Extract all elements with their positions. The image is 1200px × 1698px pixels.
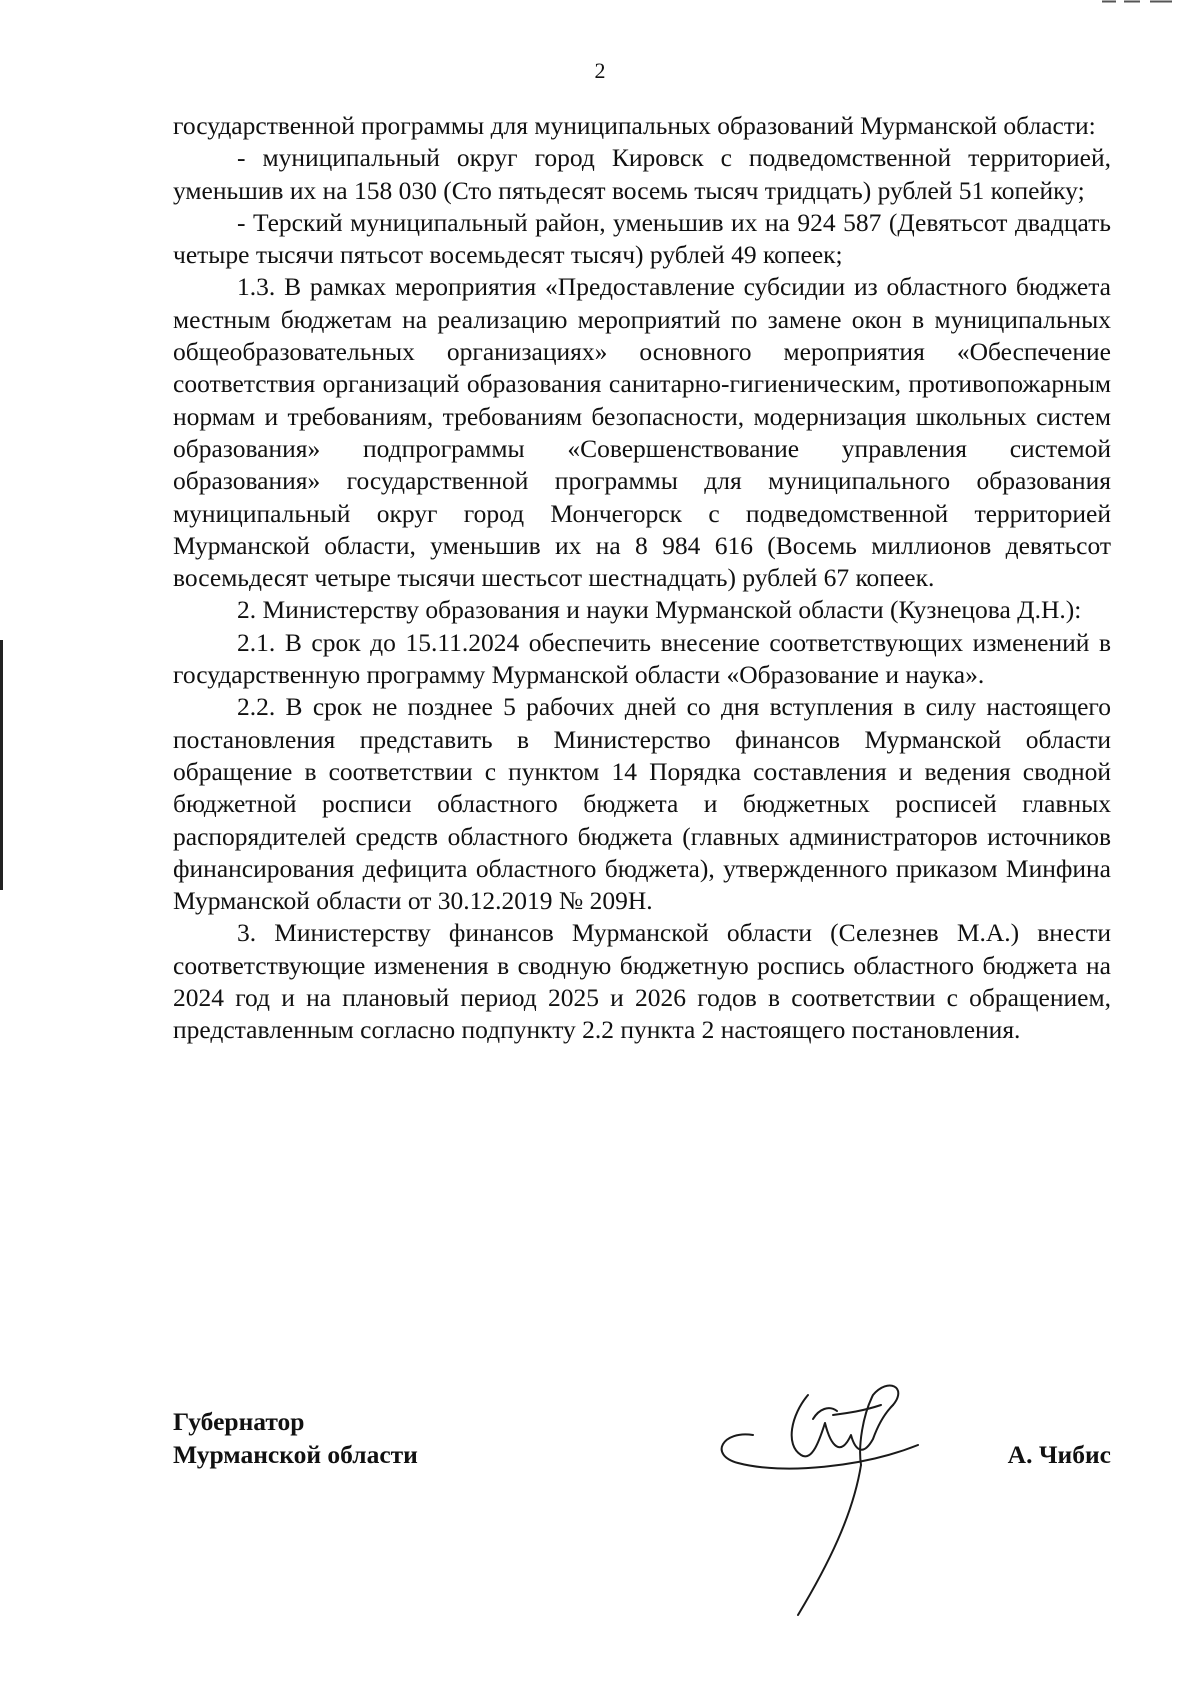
signatory-position-line2: Мурманской области — [173, 1440, 418, 1469]
paragraph-continuation: государственной программы для муниципальных образований Мурманской области: — [173, 111, 1096, 140]
paragraph-2-1: 2.1. В срок до 15.11.2024 обеспечить внесение соответствующих изменений в государственную программу Мурманской области «Образование и наука». — [173, 627, 1111, 690]
page-number: 2 — [594, 58, 606, 83]
signatory-position — [173, 1405, 418, 1471]
document-body — [173, 110, 1111, 1047]
paragraph-kirovsk: - муниципальный округ город Кировск с подведомственной территорией, уменьшив их на 158 030 (Сто пятьдесят восемь тысяч тридцать) рублей 51 копейку; — [173, 143, 1111, 205]
paragraph-tersky: - Терский муниципальный район, уменьшив их на 924 587 (Девятьсот двадцать четыре тысячи пятьсот восемьдесят тысяч) рублей 49 копеек; — [173, 207, 1111, 270]
handwritten-signature — [713, 1375, 973, 1625]
signature-block — [173, 1405, 1111, 1625]
paragraph-2: 2. Министерству образования и науки Мурманской области (Кузнецова Д.Н.): — [237, 595, 1082, 625]
paragraph-1-3: 1.3. В рамках мероприятия «Предоставление субсидии из областного бюджета местным бюджетам на реализацию мероприятий по замене окон в муниципальных общеобразовательных организациях» основного мероприятия «Обеспечение соответствия организаций образования санитарно-гигиеническим, противопожарным нормам и требованиям, требованиям безопасности, модернизация школьных систем образования» подпрограммы «Совершенствование управления системой образования» государственной программы для муниципального образования муниципальный округ город Мончегорск с подведомственной территорией Мурманской области, уменьшив их на 8 984 616 (Восемь миллионов девятьсот восемьдесят четыре тысячи шестьсот шестнадцать) рублей 67 копеек. — [173, 272, 1111, 593]
signatory-name: А. Чибис — [1007, 1440, 1111, 1469]
signatory-position-line1: Губернатор — [173, 1407, 305, 1436]
paragraph-3: 3. Министерству финансов Мурманской области (Селезнев М.А.) внести соответствующие изменения в сводную бюджетную роспись областного бюджета на 2024 год и на плановый период 2025 и 2026 годов в соответствии с обращением, представленным согласно подпункту 2.2 пункта 2 настоящего постановления. — [173, 918, 1111, 1045]
scan-edge-mark — [0, 640, 3, 890]
paragraph-2-2: 2.2. В срок не позднее 5 рабочих дней со дня вступления в силу настоящего постановления представить в Министерство финансов Мурманской области обращение в соответствии с пунктом 14 Порядка составления и ведения сводной бюджетной росписи областного бюджета и бюджетных росписей главных распорядителей средств областного бюджета (главных администраторов источников финансирования дефицита областного бюджета), утвержденного приказом Минфина Мурманской области от 30.12.2019 № 209Н. — [173, 692, 1111, 916]
scan-corner-mark — [1102, 0, 1172, 3]
